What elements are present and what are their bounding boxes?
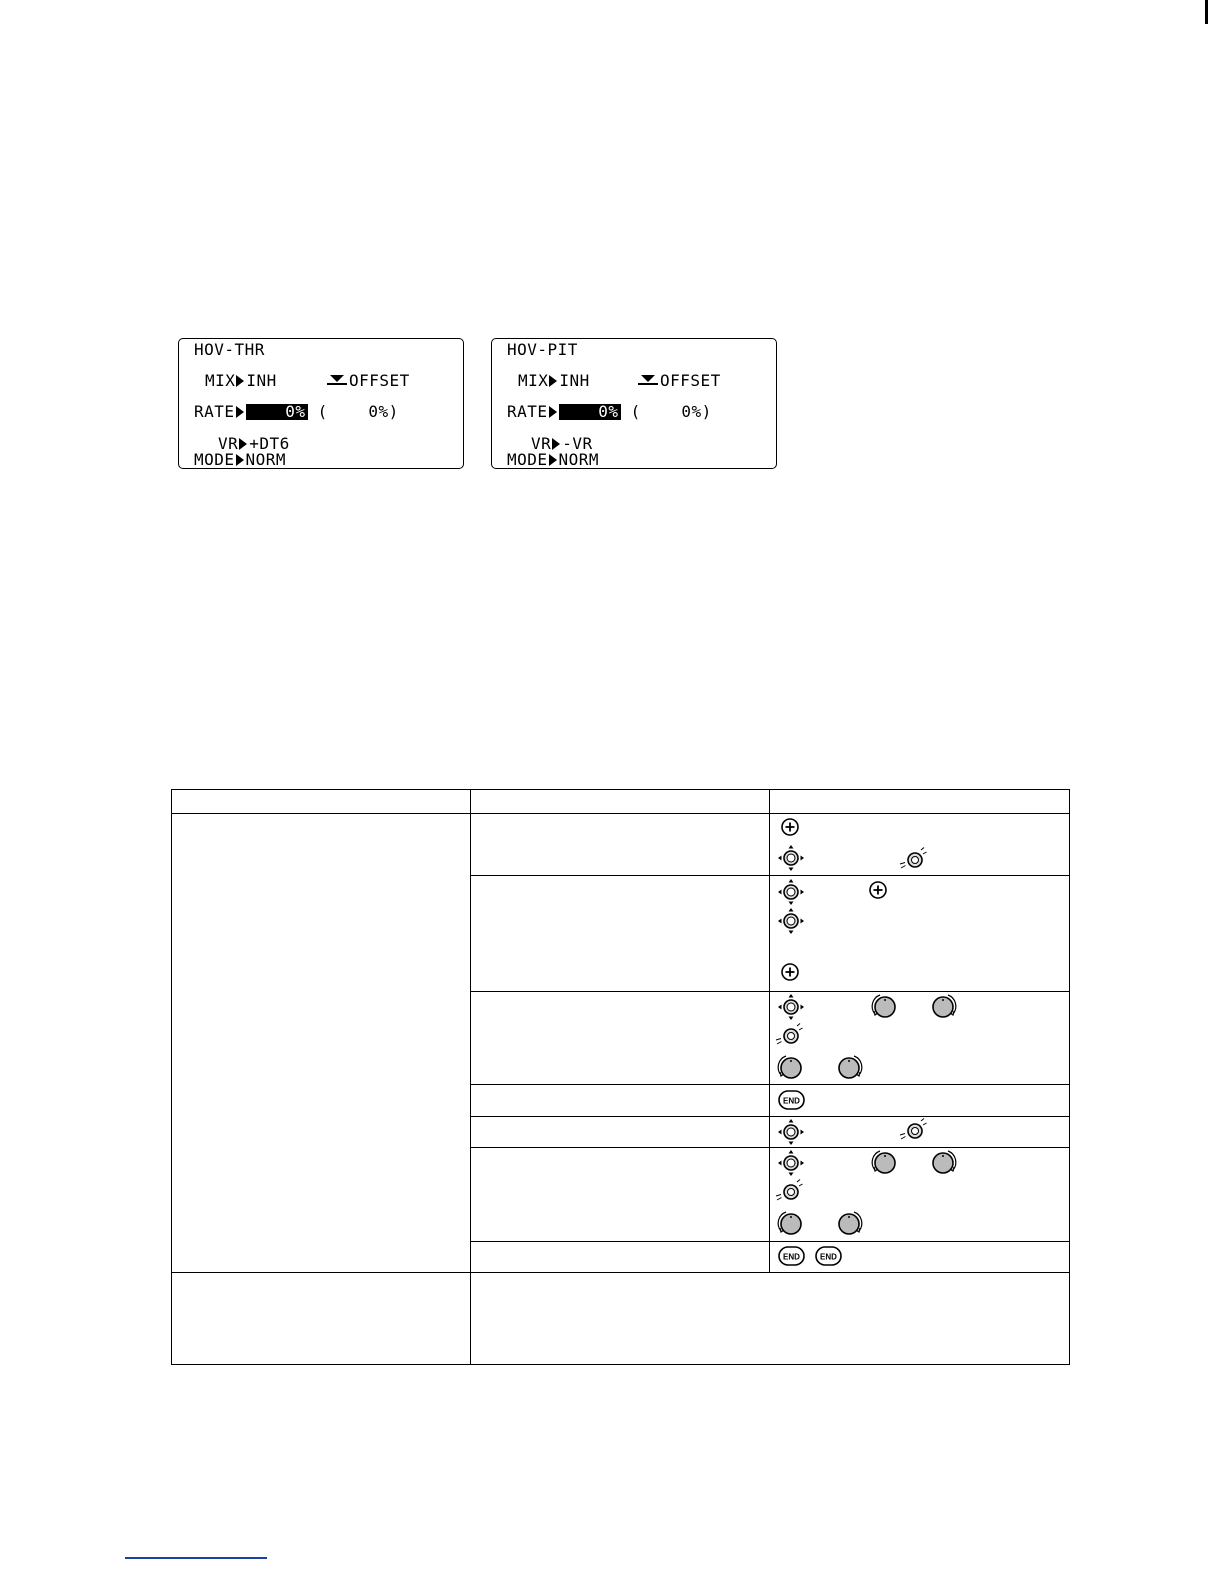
offset-label: OFFSET: [660, 371, 721, 390]
mix-value[interactable]: INH: [559, 371, 590, 390]
rate-value[interactable]: 0%: [246, 404, 308, 420]
vr-value[interactable]: -VR: [562, 434, 593, 453]
method-cell: [770, 992, 1070, 1085]
step-cell: [471, 876, 770, 992]
mix-row: [518, 373, 590, 389]
vr-label: VR: [531, 434, 552, 453]
rate-readout: ( 0%): [630, 402, 712, 421]
step-cell: [471, 1117, 770, 1148]
goal-cell: [172, 814, 471, 1273]
arrow-icon: [552, 438, 560, 450]
operation-table: [171, 789, 1070, 1365]
page-edge-rule: [1205, 0, 1208, 24]
dial-clockwise-icon[interactable]: [930, 993, 958, 1019]
lcd-screen-hov-thr: [178, 338, 464, 469]
step-cell: [471, 1085, 770, 1117]
mix-label: MIX: [205, 371, 236, 390]
offset-row: [327, 373, 410, 389]
method-cell: [770, 1117, 1070, 1148]
mix-row: [205, 373, 277, 389]
cursor-pad-icon[interactable]: [778, 908, 804, 934]
step-cell: [471, 1148, 770, 1242]
plus-button-icon[interactable]: [780, 817, 800, 837]
step-cell: [471, 992, 770, 1085]
footer-link-underline[interactable]: [125, 1557, 267, 1559]
table-header-row: [172, 790, 1070, 814]
mode-label: MODE: [507, 450, 548, 469]
mode-row: [507, 452, 599, 468]
mode-value[interactable]: NORM: [558, 450, 600, 469]
plus-button-icon[interactable]: [868, 880, 888, 900]
method-cell: [770, 814, 1070, 876]
screen-title: HOV-THR: [194, 340, 265, 359]
method-cell: [770, 1148, 1070, 1242]
cursor-pad-icon[interactable]: [778, 1150, 804, 1176]
end-button-icon[interactable]: [815, 1246, 842, 1266]
step-cell: [471, 814, 770, 876]
plus-button-icon[interactable]: [780, 962, 800, 982]
end-button-icon[interactable]: [778, 1090, 805, 1110]
lcd-screen-hov-pit: [491, 338, 777, 469]
cursor-pad-icon[interactable]: [778, 879, 804, 905]
trim-icon: [327, 375, 347, 385]
dial-clockwise-icon[interactable]: [930, 1149, 958, 1175]
arrow-icon: [236, 375, 244, 387]
table-row: [172, 1273, 1070, 1365]
mode-label: MODE: [194, 450, 235, 469]
note-cell: [471, 1273, 1070, 1365]
arrow-icon: [549, 406, 557, 418]
vr-label: VR: [218, 434, 239, 453]
screen-title: HOV-PIT: [507, 340, 578, 359]
method-cell: [770, 1242, 1070, 1273]
dial-clockwise-icon[interactable]: [836, 1054, 864, 1080]
svg-text:END: END: [820, 1252, 837, 1262]
method-cell: [770, 1085, 1070, 1117]
dial-counterclockwise-icon[interactable]: [870, 993, 898, 1019]
mode-row: [194, 452, 286, 468]
dial-counterclockwise-icon[interactable]: [776, 1210, 804, 1236]
dial-icon[interactable]: [899, 847, 927, 871]
step-cell: [471, 1242, 770, 1273]
header-cell: [770, 790, 1070, 814]
rate-readout: ( 0%): [317, 402, 399, 421]
goal-cell: [172, 1273, 471, 1365]
header-cell: [471, 790, 770, 814]
svg-text:END: END: [783, 1252, 800, 1262]
offset-row: [638, 373, 721, 389]
rate-label: RATE: [507, 402, 548, 421]
dial-icon[interactable]: [899, 1118, 927, 1142]
rate-row: [194, 404, 399, 420]
dial-icon[interactable]: [775, 1023, 803, 1047]
rate-value[interactable]: 0%: [559, 404, 621, 420]
rate-row: [507, 404, 712, 420]
mix-label: MIX: [518, 371, 549, 390]
dial-counterclockwise-icon[interactable]: [776, 1054, 804, 1080]
cursor-pad-icon[interactable]: [778, 845, 804, 871]
header-cell: [172, 790, 471, 814]
arrow-icon: [239, 438, 247, 450]
mode-value[interactable]: NORM: [245, 450, 287, 469]
arrow-icon: [236, 454, 244, 466]
table-row: [172, 814, 1070, 876]
vr-value[interactable]: +DT6: [249, 434, 290, 453]
cursor-pad-icon[interactable]: [778, 994, 804, 1020]
end-button-icon[interactable]: [778, 1246, 805, 1266]
svg-text:END: END: [783, 1096, 800, 1106]
offset-label: OFFSET: [349, 371, 410, 390]
arrow-icon: [236, 406, 244, 418]
cursor-pad-icon[interactable]: [778, 1119, 804, 1145]
dial-counterclockwise-icon[interactable]: [870, 1149, 898, 1175]
arrow-icon: [549, 375, 557, 387]
method-cell: [770, 876, 1070, 992]
rate-label: RATE: [194, 402, 235, 421]
dial-icon[interactable]: [775, 1179, 803, 1203]
dial-clockwise-icon[interactable]: [836, 1210, 864, 1236]
arrow-icon: [549, 454, 557, 466]
mix-value[interactable]: INH: [246, 371, 277, 390]
trim-icon: [638, 375, 658, 385]
